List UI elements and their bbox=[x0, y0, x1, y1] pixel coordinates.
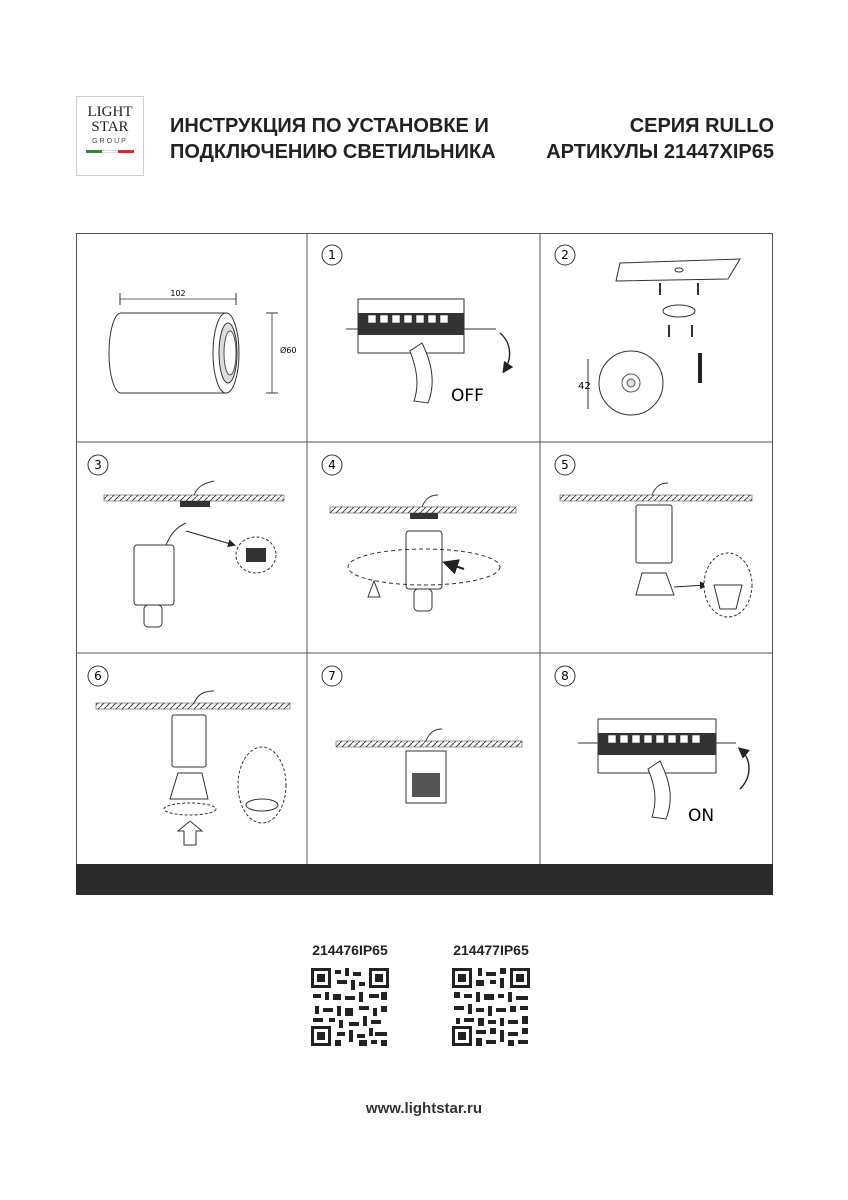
product-dimensions-drawing bbox=[109, 289, 296, 393]
qr-block-1 bbox=[300, 942, 400, 1048]
step-5-number: 5 bbox=[561, 458, 569, 472]
step-1-breaker-panel bbox=[346, 299, 510, 406]
qr-label-2: 214477IP65 bbox=[453, 942, 529, 958]
italian-flag-icon bbox=[86, 150, 134, 153]
instruction-grid bbox=[76, 233, 773, 895]
logo-word-group: GROUP bbox=[92, 138, 128, 145]
title-line-1: ИНСТРУКЦИЯ ПО УСТАНОВКЕ И bbox=[170, 115, 489, 137]
qr-label-1: 214476IP65 bbox=[312, 942, 388, 958]
step-7-number: 7 bbox=[328, 669, 336, 683]
step-6-ring-install bbox=[96, 691, 290, 845]
logo-word-star: STAR bbox=[91, 119, 129, 135]
step-2-mounting-base bbox=[578, 259, 740, 415]
logo-word-light: LIGHT bbox=[87, 104, 133, 120]
step-5-lamp-insert bbox=[560, 483, 752, 617]
brand-logo bbox=[76, 96, 144, 176]
qr-code-2[interactable] bbox=[450, 966, 532, 1048]
document-title bbox=[170, 113, 496, 165]
step-4-number: 4 bbox=[328, 458, 336, 472]
qr-block-2 bbox=[441, 942, 541, 1048]
step-3-wiring bbox=[104, 481, 284, 627]
title-line-2: ПОДКЛЮЧЕНИЮ СВЕТИЛЬНИКА bbox=[170, 141, 496, 163]
step-1-caption: OFF bbox=[451, 386, 484, 406]
step-2-number: 2 bbox=[561, 248, 569, 262]
step-8-caption: ON bbox=[688, 806, 715, 826]
step-6-number: 6 bbox=[94, 669, 102, 683]
qr-code-1[interactable] bbox=[309, 966, 391, 1048]
step-3-number: 3 bbox=[94, 458, 102, 472]
step-1-number: 1 bbox=[328, 248, 336, 262]
step-4-mounting-body bbox=[330, 495, 516, 611]
article-numbers: АРТИКУЛЫ 21447XIP65 bbox=[546, 141, 774, 163]
footer-bar bbox=[76, 864, 773, 895]
series-info bbox=[546, 113, 774, 165]
step-7-installed bbox=[336, 729, 522, 803]
step-8-number: 8 bbox=[561, 669, 569, 683]
length-dimension: 102 bbox=[170, 289, 186, 298]
step-8-breaker-panel bbox=[578, 719, 749, 826]
diameter-dimension: Ø60 bbox=[280, 346, 297, 355]
series-name: СЕРИЯ RULLO bbox=[629, 115, 774, 137]
base-height-dimension: 42 bbox=[578, 381, 591, 392]
website-link[interactable]: www.lightstar.ru bbox=[365, 1100, 483, 1117]
